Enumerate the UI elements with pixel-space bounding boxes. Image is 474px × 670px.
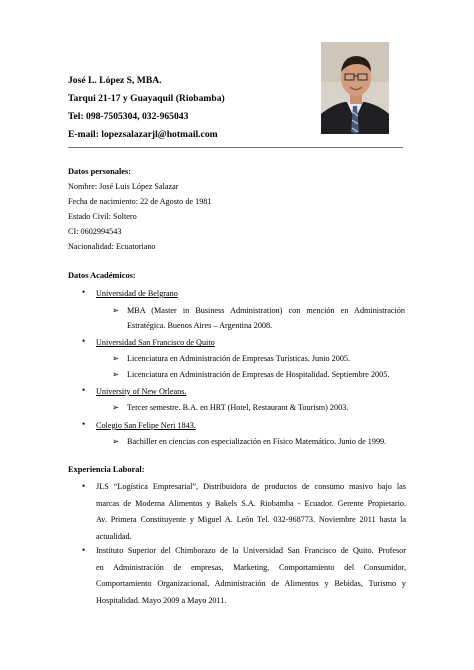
arrow-bullet-icon: ➢ bbox=[112, 370, 120, 379]
bullet-icon: • bbox=[82, 419, 86, 429]
arrow-bullet-icon: ➢ bbox=[112, 306, 120, 315]
arrow-bullet-icon: ➢ bbox=[112, 354, 120, 363]
work-section-title: Experiencia Laboral: bbox=[68, 465, 145, 474]
degree-hospitality: Licenciatura en Administración de Empresas de Hospitalidad. Septiembre 2005. bbox=[127, 370, 390, 379]
personal-line-civil-status: Estado Civil: Soltero bbox=[68, 212, 137, 221]
contact-header bbox=[68, 72, 328, 144]
bullet-icon: • bbox=[82, 287, 86, 297]
bullet-icon: • bbox=[82, 336, 86, 346]
job-instituto-line: Comportamiento Organizacional, Administración de Alimentos y Bebidas, Turismo y bbox=[96, 579, 406, 589]
institution-new-orleans: University of New Orleans. bbox=[96, 387, 187, 396]
job-instituto-line: Instituto Superior del Chimborazo de la Universidad San Francisco de Quito. Profesor bbox=[96, 546, 406, 555]
institution-san-felipe: Colegio San Felipe Neri 1843. bbox=[96, 421, 196, 430]
degree-tourism: Licenciatura en Administración de Empresas Turísticas. Junio 2005. bbox=[127, 354, 351, 363]
degree-mba-line1: MBA (Master in Business Administration) con mención en Administración bbox=[127, 306, 405, 315]
job-instituto-chimborazo bbox=[96, 543, 406, 610]
personal-line-ci: CI: 0602994543 bbox=[68, 227, 122, 236]
institution-usfq: Universidad San Francisco de Quito bbox=[96, 338, 215, 347]
job-instituto-line: en Administración de empresas, Marketing, Comportamiento del Consumidor, bbox=[96, 562, 406, 572]
bullet-icon: • bbox=[82, 481, 86, 491]
job-jls bbox=[96, 479, 406, 546]
job-jls-line: actualidad. bbox=[96, 532, 132, 542]
institution-belgrano: Universidad de Belgrano bbox=[96, 289, 178, 298]
personal-line-birthdate: Fecha de nacimiento: 22 de Agosto de 1981 bbox=[68, 197, 212, 206]
arrow-bullet-icon: ➢ bbox=[112, 403, 120, 412]
job-instituto-line: Hospitalidad. Mayo 2009 a Mayo 2011. bbox=[96, 596, 227, 606]
bullet-icon: • bbox=[82, 545, 86, 555]
job-jls-line: Av. Primera Constituyente y Miguel A. León Tel. 032-968773. Noviembre 2011 hasta la bbox=[96, 515, 406, 525]
job-jls-line: JLS “Logística Empresarial”, Distribuidora de productos de consumo masivo bajo las bbox=[96, 482, 406, 491]
email-line: E-mail: lopezsalazarjl@hotmail.com bbox=[68, 129, 218, 140]
address-line: Tarqui 21-17 y Guayaquil (Riobamba) bbox=[68, 93, 225, 104]
header-divider bbox=[68, 147, 403, 148]
job-jls-line: marcas de Moderna Alimentos y Bakels S.A. Riobamba - Ecuador. Gerente Propietario. bbox=[96, 498, 406, 508]
degree-mba-line2: Estratégica. Buenos Aires – Argentina 2008. bbox=[127, 321, 273, 330]
academic-section-title: Datos Académicos: bbox=[68, 271, 136, 280]
name-heading: José L. López S, MBA. bbox=[68, 75, 162, 86]
arrow-bullet-icon: ➢ bbox=[112, 437, 120, 446]
degree-hrt: Tercer semestre. B.A. en HRT (Hotel, Restaurant & Tourism) 2003. bbox=[127, 403, 349, 412]
profile-photo bbox=[321, 42, 389, 134]
personal-line-nationality: Nacionalidad: Ecuatoriano bbox=[68, 242, 156, 251]
personal-section-title: Datos personales: bbox=[68, 167, 132, 176]
personal-line-name: Nombre: José Luis López Salazar bbox=[68, 182, 179, 191]
bullet-icon: • bbox=[82, 385, 86, 395]
degree-bachiller: Bachiller en ciencias con especialización en Físico Matemático. Junio de 1999. bbox=[127, 437, 387, 446]
portrait-illustration bbox=[321, 42, 389, 134]
phone-line: Tel: 098-7505304, 032-965043 bbox=[68, 111, 189, 122]
